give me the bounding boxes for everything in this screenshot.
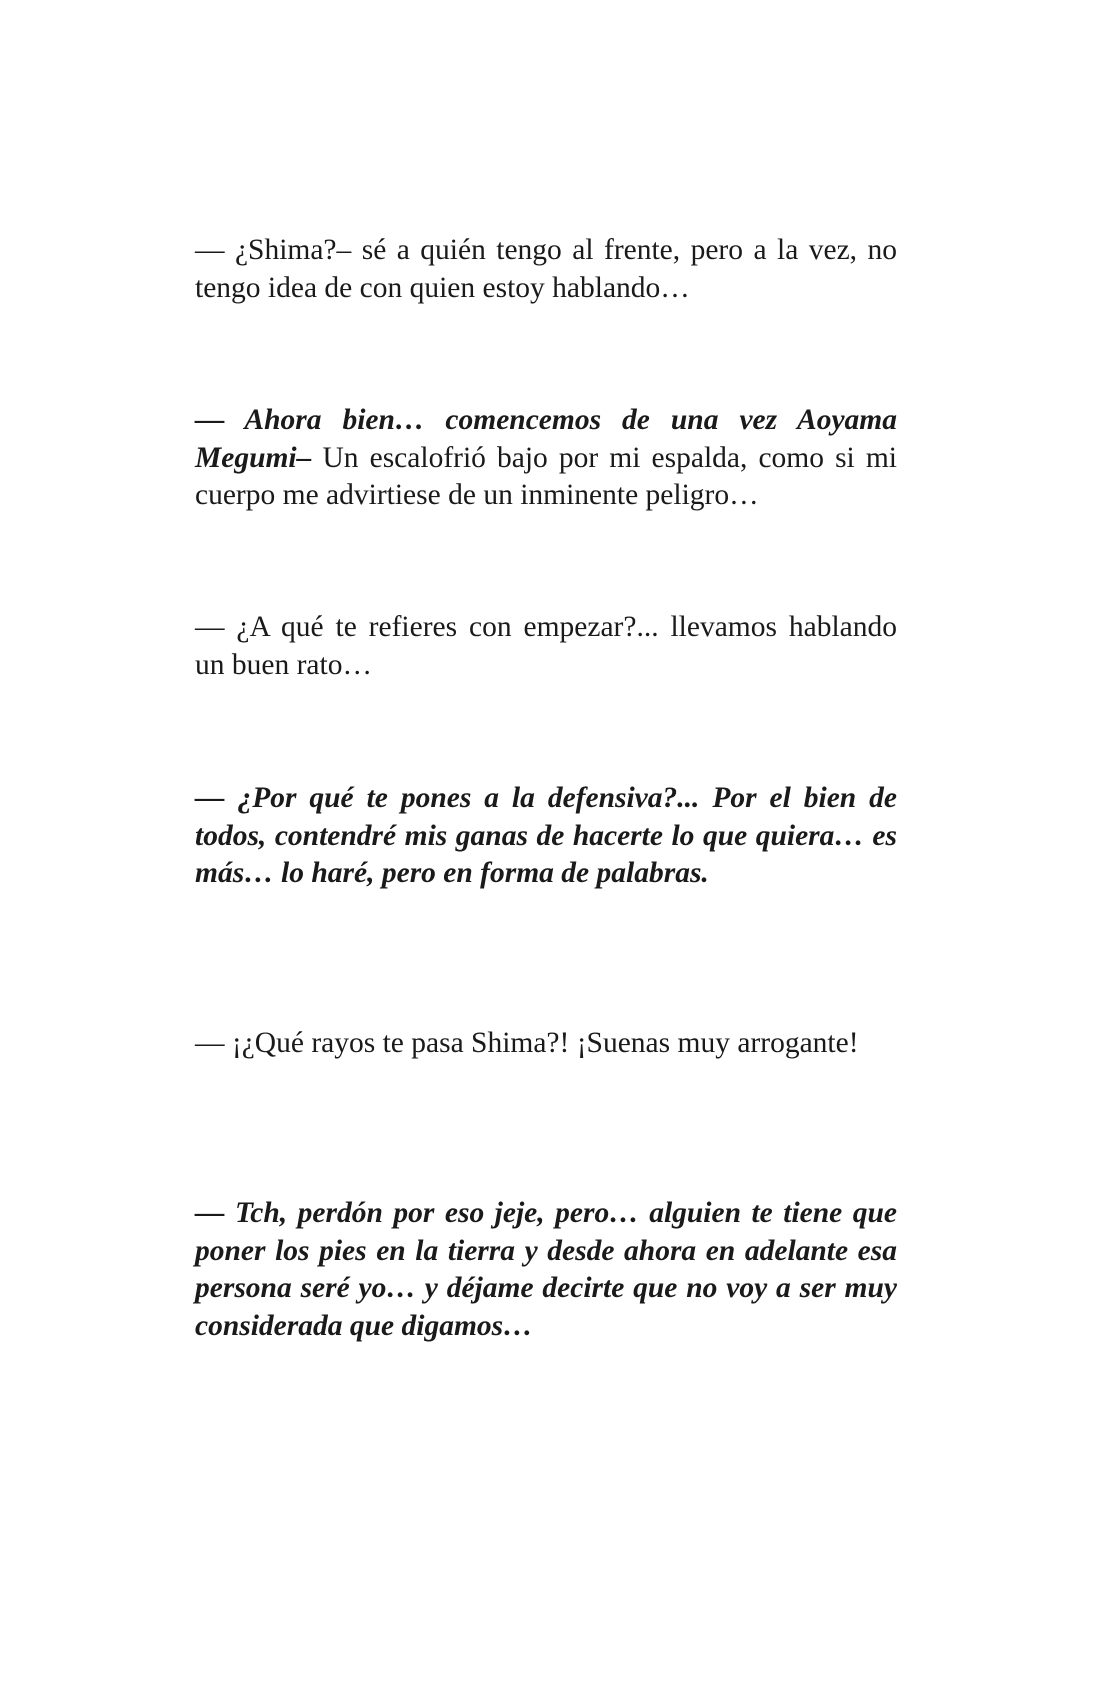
dialogue-paragraph-shima-2 bbox=[195, 780, 897, 893]
paragraph-text: — ¡¿Qué rayos te pasa Shima?! ¡Suenas muy arrogante! bbox=[195, 1027, 859, 1059]
dialogue-paragraph-shima-3 bbox=[195, 1195, 897, 1345]
paragraph-text: — Tch, perdón por eso jeje, pero… alguien te tiene que poner los pies en la tierra y desde ahora en adelante esa persona seré yo… y déjame decirte que no voy a ser muy considerada que digamos… bbox=[195, 1197, 897, 1342]
dialogue-paragraph-megumi-3 bbox=[195, 1025, 897, 1063]
paragraph-text: Un escalofrió bajo por mi espalda, como si mi cuerpo me advirtiese de un inminente peligro… bbox=[195, 441, 897, 511]
paragraph-text: — ¿Shima?– sé a quién tengo al frente, pero a la vez, no tengo idea de con quien estoy hablando… bbox=[195, 234, 897, 304]
dialogue-paragraph-megumi-2 bbox=[195, 609, 897, 684]
dialogue-paragraph-megumi-1 bbox=[195, 232, 897, 307]
paragraph-text: — ¿A qué te refieres con empezar?... llevamos hablando un buen rato… bbox=[195, 611, 897, 681]
dialogue-paragraph-shima-1 bbox=[195, 402, 897, 515]
paragraph-text: — ¿Por qué te pones a la defensiva?... Por el bien de todos, contendré mis ganas de hacerte lo que quiera… es más… lo haré, pero en forma de palabras. bbox=[195, 782, 897, 889]
paragraph-emphasis: — Ahora bien… comencemos de una vez Aoyama Megumi– bbox=[195, 404, 897, 474]
